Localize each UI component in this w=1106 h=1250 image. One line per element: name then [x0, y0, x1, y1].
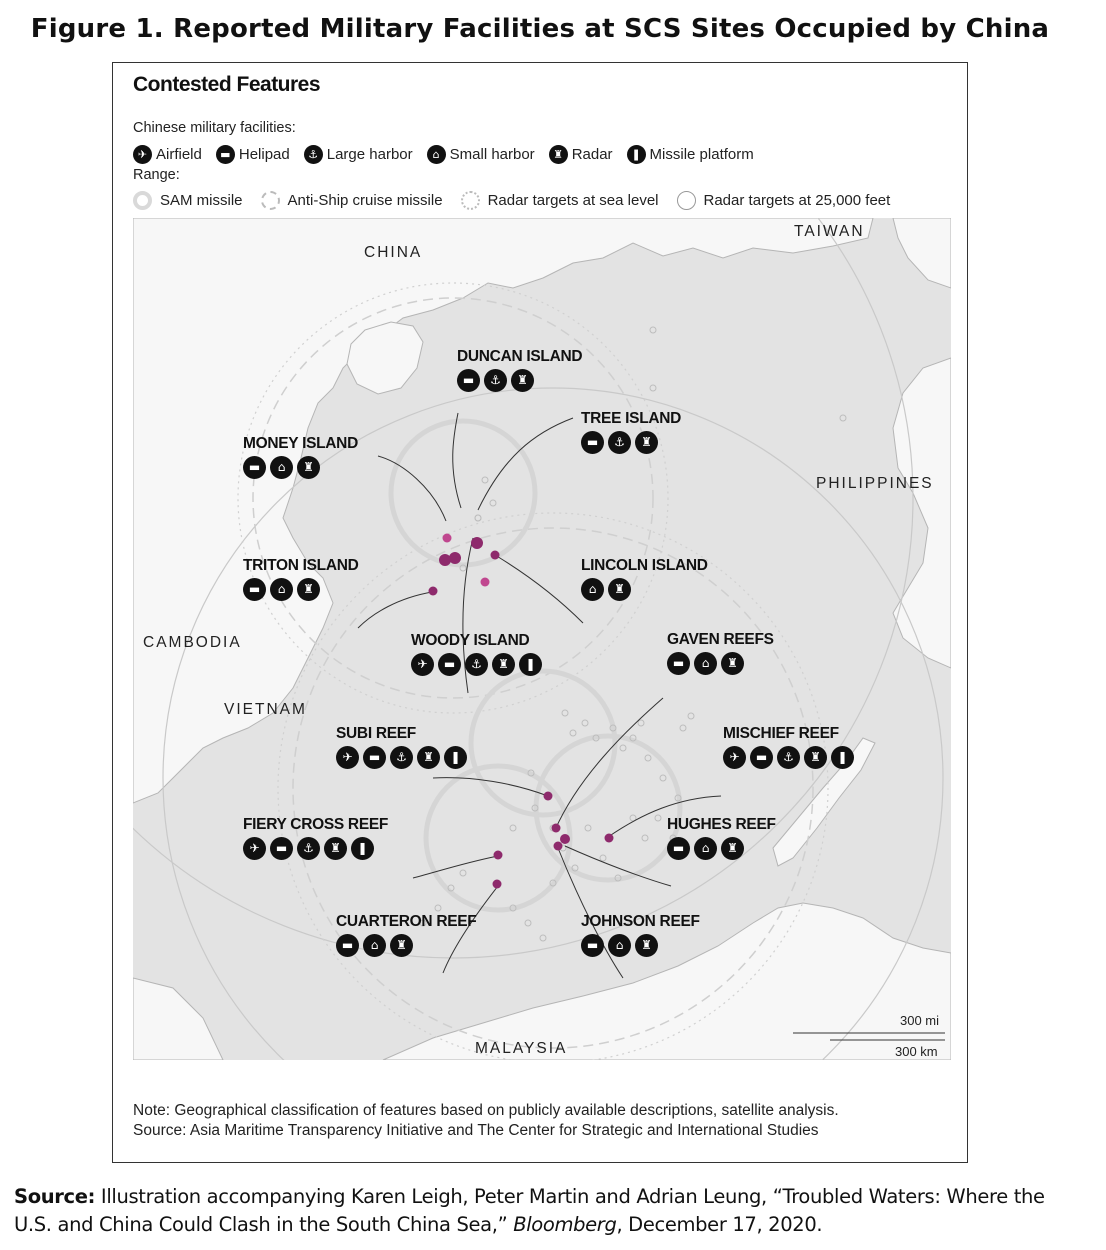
radar-icon: ♜ — [549, 145, 568, 164]
feature-icons — [243, 578, 359, 601]
site-marker-money — [439, 554, 451, 566]
feature-name: HUGHES REEF — [667, 816, 776, 833]
feature-icons — [723, 746, 858, 769]
note-text: Note: Geographical classification of features based on publicly available descriptions, satellite analysis. — [133, 1102, 839, 1119]
feature-triton-island — [243, 557, 359, 601]
feature-name: DUNCAN ISLAND — [457, 348, 583, 365]
feature-woody-island — [411, 632, 546, 676]
radar-icon: ♜ — [492, 653, 515, 676]
small-harbor-icon: ⌂ — [427, 145, 446, 164]
feature-icons — [411, 653, 546, 676]
airfield-icon: ✈ — [133, 145, 152, 164]
label-malaysia: MALAYSIA — [475, 1040, 568, 1057]
radar-sea-range-icon — [461, 191, 480, 210]
missile-platform-icon: ❚ — [831, 746, 854, 769]
source-text-2: U.S. and China Could Clash in the South China Sea,” — [14, 1213, 514, 1236]
feature-name: FIERY CROSS REEF — [243, 816, 389, 833]
feature-mischief-reef — [723, 725, 858, 769]
feature-name: LINCOLN ISLAND — [581, 557, 708, 574]
range-legend-heading: Range: — [133, 167, 180, 183]
legend-anti-ship — [261, 191, 443, 210]
legend-airfield — [133, 145, 202, 164]
feature-tree-island — [581, 410, 681, 454]
airfield-icon: ✈ — [723, 746, 746, 769]
legend-missile-platform — [627, 145, 754, 164]
feature-icons — [581, 431, 681, 454]
radar-icon: ♜ — [297, 456, 320, 479]
radar-icon: ♜ — [635, 431, 658, 454]
airfield-icon: ✈ — [411, 653, 434, 676]
feature-icons — [667, 837, 776, 860]
site-marker-hughes — [560, 834, 570, 844]
feature-name: SUBI REEF — [336, 725, 416, 742]
feature-icons — [581, 934, 700, 957]
legend-small-harbor — [427, 145, 535, 164]
anti-ship-range-icon — [261, 191, 280, 210]
helipad-icon: ▬ — [667, 837, 690, 860]
legend-radar-sea-label: Radar targets at sea level — [487, 192, 659, 209]
site-marker-lincoln — [491, 551, 500, 560]
radar-icon: ♜ — [635, 934, 658, 957]
radar-icon: ♜ — [721, 837, 744, 860]
feature-name: TRITON ISLAND — [243, 557, 359, 574]
feature-name: GAVEN REEFS — [667, 631, 774, 648]
legend-anti-ship-label: Anti-Ship cruise missile — [287, 192, 443, 209]
radar-icon: ♜ — [324, 837, 347, 860]
label-philippines: PHILIPPINES — [816, 475, 934, 492]
site-marker-duncan — [443, 534, 452, 543]
map-note — [133, 1101, 839, 1141]
large-harbor-icon: ⚓ — [777, 746, 800, 769]
small-harbor-icon: ⌂ — [608, 934, 631, 957]
label-china: CHINA — [364, 244, 423, 261]
feature-cuarteron-reef — [336, 913, 476, 957]
helipad-icon: ▬ — [363, 746, 386, 769]
feature-icons — [243, 837, 388, 860]
figure-source — [14, 1183, 1045, 1239]
legend-radar-25k-label: Radar targets at 25,000 feet — [703, 192, 891, 209]
legend-large-harbor-label: Large harbor — [326, 146, 413, 163]
scale-label-miles: 300 mi — [900, 1013, 940, 1028]
feature-duncan-island — [457, 348, 582, 392]
feature-name: JOHNSON REEF — [581, 913, 700, 930]
label-cambodia: CAMBODIA — [143, 634, 242, 651]
helipad-icon: ▬ — [243, 578, 266, 601]
small-harbor-icon: ⌂ — [581, 578, 604, 601]
small-harbor-icon: ⌂ — [363, 934, 386, 957]
helipad-icon: ▬ — [457, 369, 480, 392]
feature-name: TREE ISLAND — [581, 410, 682, 427]
legend-airfield-label: Airfield — [156, 146, 202, 163]
radar-icon: ♜ — [608, 578, 631, 601]
helipad-icon: ▬ — [216, 145, 235, 164]
legend-helipad-label: Helipad — [238, 146, 290, 163]
feature-subi-reef — [336, 725, 471, 769]
feature-lincoln-island — [581, 557, 708, 601]
legend-missile-platform-label: Missile platform — [649, 146, 754, 163]
feature-icons — [336, 746, 471, 769]
large-harbor-icon: ⚓ — [390, 746, 413, 769]
feature-johnson-reef — [581, 913, 700, 957]
helipad-icon: ▬ — [581, 934, 604, 957]
label-taiwan: TAIWAN — [794, 223, 865, 240]
feature-icons — [243, 456, 358, 479]
missile-platform-icon: ❚ — [627, 145, 646, 164]
feature-icons — [667, 652, 774, 675]
feature-icons — [457, 369, 582, 392]
radar-icon: ♜ — [417, 746, 440, 769]
large-harbor-icon: ⚓ — [297, 837, 320, 860]
south-china-sea-map — [133, 218, 951, 1060]
missile-platform-icon: ❚ — [519, 653, 542, 676]
source-line-2 — [14, 1211, 1045, 1239]
feature-icons — [581, 578, 708, 601]
facilities-legend — [133, 145, 768, 164]
site-marker-gaven — [552, 824, 561, 833]
large-harbor-icon: ⚓ — [465, 653, 488, 676]
site-marker-mischief — [605, 834, 614, 843]
missile-platform-icon: ❚ — [444, 746, 467, 769]
legend-sam-missile — [133, 191, 243, 210]
radar-icon: ♜ — [390, 934, 413, 957]
legend-radar — [549, 145, 613, 164]
source-text-1: Illustration accompanying Karen Leigh, Peter Martin and Adrian Leung, “Troubled Waters: Where the — [95, 1185, 1045, 1208]
small-harbor-icon: ⌂ — [270, 578, 293, 601]
helipad-icon: ▬ — [667, 652, 690, 675]
range-legend — [133, 191, 904, 210]
legend-sam-label: SAM missile — [160, 192, 243, 209]
legend-radar-sea — [461, 191, 659, 210]
legend-helipad — [216, 145, 290, 164]
radar-icon: ♜ — [511, 369, 534, 392]
site-marker-subi — [544, 792, 553, 801]
legend-small-harbor-label: Small harbor — [449, 146, 535, 163]
feature-money-island — [243, 435, 358, 479]
feature-name: MONEY ISLAND — [243, 435, 358, 452]
feature-name: WOODY ISLAND — [411, 632, 530, 649]
radar-icon: ♜ — [721, 652, 744, 675]
note-source: Source: Asia Maritime Transparency Initiative and The Center for Strategic and International Studies — [133, 1122, 819, 1139]
large-harbor-icon: ⚓ — [608, 431, 631, 454]
site-marker-woody — [449, 552, 461, 564]
helipad-icon: ▬ — [336, 934, 359, 957]
feature-name: CUARTERON REEF — [336, 913, 477, 930]
feature-name: MISCHIEF REEF — [723, 725, 839, 742]
feature-icons — [336, 934, 476, 957]
scale-label-km: 300 km — [895, 1044, 938, 1059]
helipad-icon: ▬ — [243, 456, 266, 479]
feature-fiery-cross-reef — [243, 816, 388, 860]
source-text-3: , December 17, 2020. — [616, 1213, 823, 1236]
site-marker-fiery — [494, 851, 503, 860]
source-line-1 — [14, 1183, 1045, 1211]
helipad-icon: ▬ — [438, 653, 461, 676]
label-vietnam: VIETNAM — [224, 701, 307, 718]
radar-25k-range-icon — [677, 191, 696, 210]
small-harbor-icon: ⌂ — [694, 652, 717, 675]
small-harbor-icon: ⌂ — [694, 837, 717, 860]
source-label: Source: — [14, 1185, 96, 1208]
panel-title: Contested Features — [133, 73, 321, 96]
airfield-icon: ✈ — [336, 746, 359, 769]
source-publication: Bloomberg — [513, 1213, 617, 1236]
legend-radar-25k — [677, 191, 891, 210]
large-harbor-icon: ⚓ — [304, 145, 323, 164]
helipad-icon: ▬ — [581, 431, 604, 454]
facilities-legend-heading: Chinese military facilities: — [133, 120, 296, 136]
figure-title: Figure 1. Reported Military Facilities at SCS Sites Occupied by China — [30, 14, 1050, 44]
site-marker-paracel-minor — [481, 578, 490, 587]
radar-icon: ♜ — [804, 746, 827, 769]
sam-range-icon — [133, 191, 152, 210]
site-marker-cuarteron — [493, 880, 502, 889]
site-marker-triton — [429, 587, 438, 596]
site-marker-tree — [471, 537, 483, 549]
radar-icon: ♜ — [297, 578, 320, 601]
feature-hughes-reef — [667, 816, 776, 860]
feature-gaven-reefs — [667, 631, 774, 675]
site-marker-johnson — [554, 842, 563, 851]
airfield-icon: ✈ — [243, 837, 266, 860]
missile-platform-icon: ❚ — [351, 837, 374, 860]
legend-large-harbor — [304, 145, 413, 164]
small-harbor-icon: ⌂ — [270, 456, 293, 479]
helipad-icon: ▬ — [270, 837, 293, 860]
map-panel — [112, 62, 968, 1163]
large-harbor-icon: ⚓ — [484, 369, 507, 392]
helipad-icon: ▬ — [750, 746, 773, 769]
legend-radar-label: Radar — [571, 146, 613, 163]
